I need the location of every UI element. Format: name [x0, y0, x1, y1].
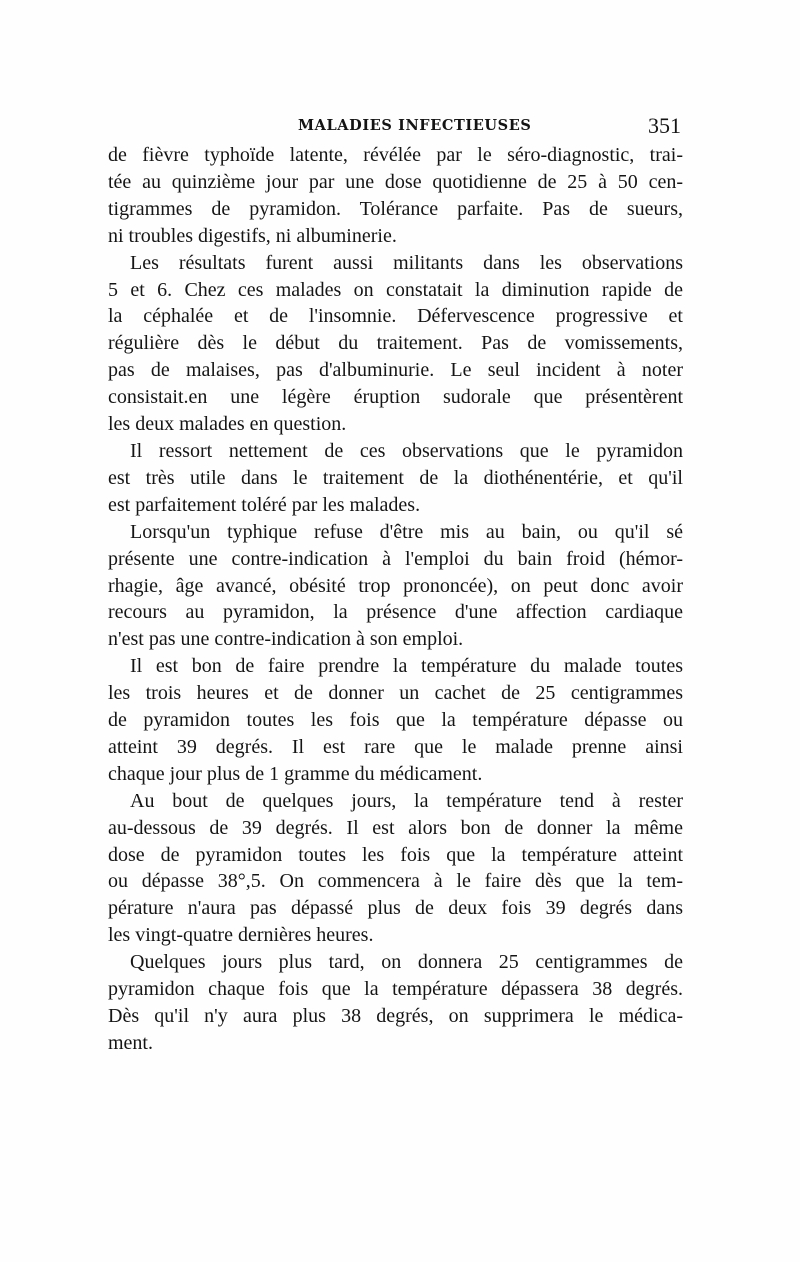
text-line: est parfaitement toléré par les malades.: [108, 493, 421, 516]
text-line: dose de pyramidon toutes les fois que la température atteint: [108, 843, 683, 866]
text-line: au-dessous de 39 degrés. Il est alors bon de donner la même: [108, 816, 683, 839]
text-line: tigrammes de pyramidon. Tolérance parfaite. Pas de sueurs,: [108, 197, 683, 220]
paragraph: [108, 250, 683, 438]
text-line: Il est bon de faire prendre la température du malade toutes: [130, 655, 683, 678]
text-line: ni troubles digestifs, ni albuminerie.: [108, 224, 397, 247]
text-line: chaque jour plus de 1 gramme du médicament.: [108, 762, 483, 785]
text-line: Au bout de quelques jours, la température tend à rester: [130, 789, 683, 812]
text-line: les deux malades en question.: [108, 413, 347, 436]
text-line: la céphalée et de l'insomnie. Défervescence progressive et: [108, 305, 683, 328]
text-line: recours au pyramidon, la présence d'une affection cardiaque: [108, 601, 683, 624]
text-line: pyramidon chaque fois que la température dépassera 38 degrés.: [108, 978, 683, 1001]
running-title: MALADIES INFECTIEUSES: [298, 117, 532, 134]
text-line: 5 et 6. Chez ces malades on constatait la diminution rapide de: [108, 278, 683, 301]
paragraph: [108, 949, 683, 1057]
text-line: atteint 39 degrés. Il est rare que le malade prenne ainsi: [108, 735, 683, 758]
paragraph: [108, 519, 683, 654]
text-line: Quelques jours plus tard, on donnera 25 centigrammes de: [130, 951, 683, 974]
text-line: pas de malaises, pas d'albuminurie. Le seul incident à noter: [108, 359, 683, 382]
paragraph: [108, 142, 683, 250]
text-line: tée au quinzième jour par une dose quotidienne de 25 à 50 cen-: [108, 170, 683, 193]
text-line: Dès qu'il n'y aura plus 38 degrés, on supprimera le médica-: [108, 1005, 683, 1027]
text-line: de fièvre typhoïde latente, révélée par le séro-diagnostic, trai-: [108, 144, 683, 166]
text-line: Les résultats furent aussi militants dans les observations: [130, 251, 683, 274]
text-line: ment.: [108, 1031, 153, 1054]
paragraph: [108, 438, 683, 519]
page-header: [108, 113, 683, 137]
body-text: [108, 142, 683, 1057]
text-line: pérature n'aura pas dépassé plus de deux fois 39 degrés dans: [108, 897, 683, 920]
text-line: n'est pas une contre-indication à son emploi.: [108, 628, 464, 651]
paragraph: [108, 653, 683, 788]
text-line: les vingt-quatre dernières heures.: [108, 924, 374, 947]
paragraph: [108, 788, 683, 949]
text-line: ou dépasse 38°,5. On commencera à le faire dès que la tem-: [108, 870, 683, 893]
text-line: présente une contre-indication à l'emploi du bain froid (hémor-: [108, 547, 683, 570]
text-line: les trois heures et de donner un cachet de 25 centigrammes: [108, 682, 683, 705]
text-line: consistait.en une légère éruption sudorale que présentèrent: [108, 386, 683, 409]
text-line: rhagie, âge avancé, obésité trop prononcée), on peut donc avoir: [108, 574, 683, 597]
text-line: est très utile dans le traitement de la diothénentérie, et qu'il: [108, 466, 683, 489]
page-number: 351: [648, 113, 681, 138]
text-line: de pyramidon toutes les fois que la température dépasse ou: [108, 709, 683, 732]
text-line: Il ressort nettement de ces observations que le pyramidon: [130, 439, 683, 462]
text-line: régulière dès le début du traitement. Pas de vomissements,: [108, 332, 683, 355]
text-line: Lorsqu'un typhique refuse d'être mis au bain, ou qu'il sé: [130, 520, 683, 543]
